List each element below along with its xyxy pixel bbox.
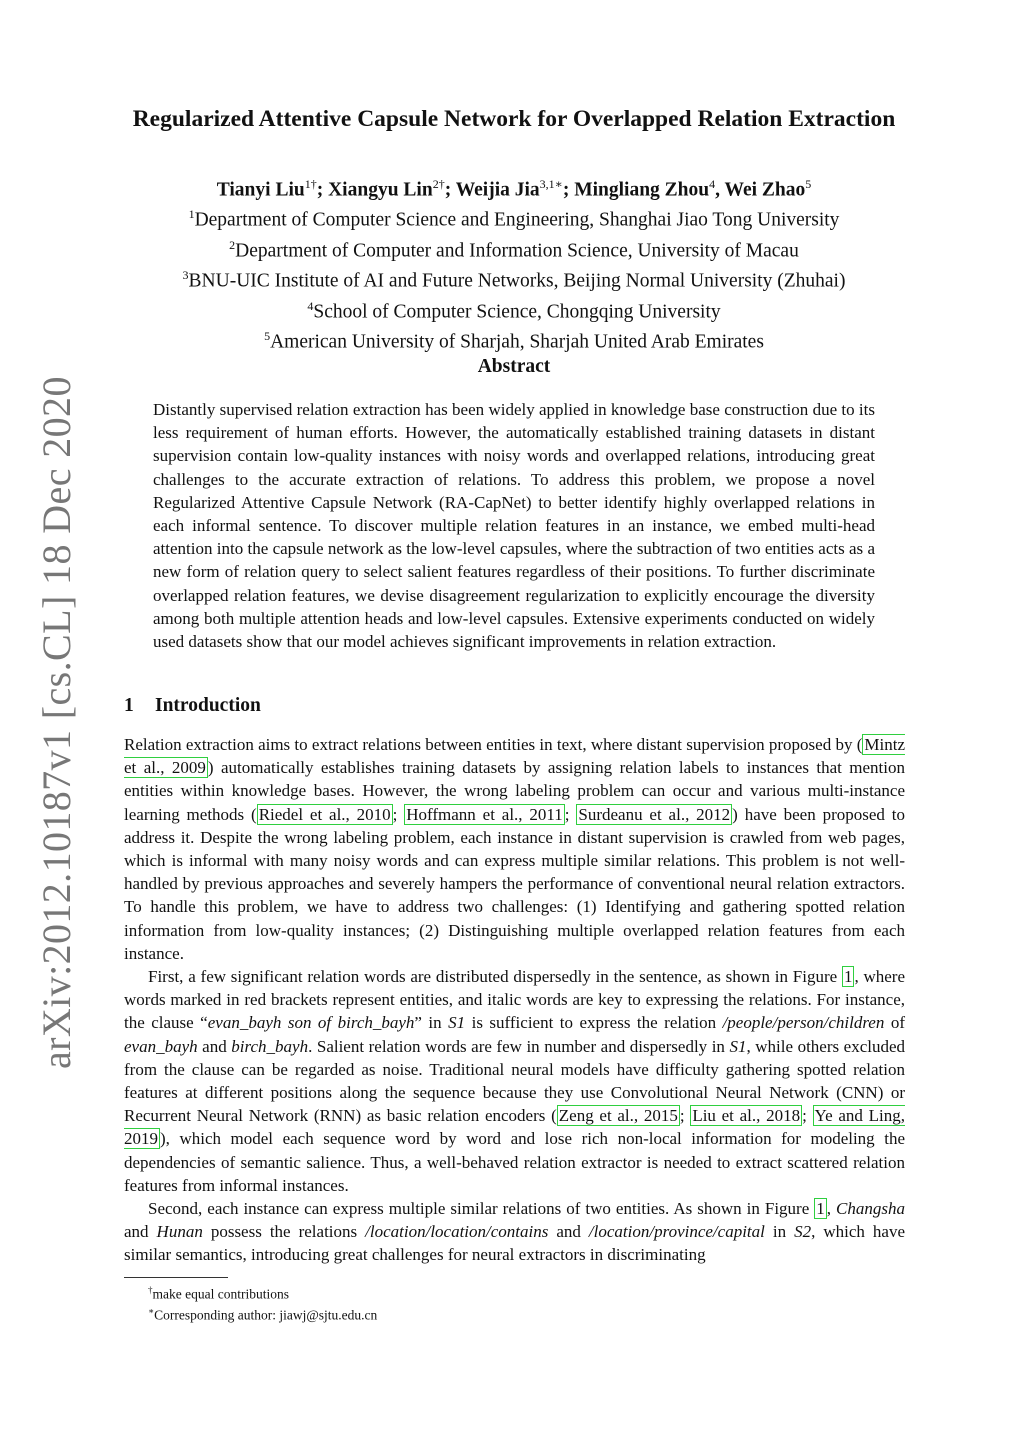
- text-run: and: [124, 1222, 157, 1242]
- affiliation-line: [124, 324, 904, 355]
- italic-term: birch_bayh: [231, 1036, 309, 1056]
- text-run: ), which model each sequence word by word and lose rich non-local information for modeling the dependencies of semantic salience. Thus, a well-behaved relation extractor is needed to extract scattered relation features from informal instances.: [124, 1129, 905, 1195]
- text-run: ;: [802, 1106, 813, 1126]
- footnote-mark: †: [148, 1285, 153, 1295]
- text-run: Second, each instance can express multiple similar relations of two entities. As shown in Figure: [148, 1199, 815, 1219]
- affiliation-line: [124, 202, 904, 233]
- author-list: [124, 177, 904, 202]
- text-run: ,: [826, 1199, 837, 1219]
- author-sup: 5: [805, 177, 812, 191]
- paper-title: Regularized Attentive Capsule Network for Overlapped Relation Extraction: [132, 106, 896, 132]
- affiliation-text: Department of Computer and Information Science, University of Macau: [235, 240, 799, 261]
- author-sup: 3,1∗: [539, 177, 563, 191]
- text-run: ) have been proposed to address it. Despite the wrong labeling problem, each instance in distant supervision is crawled from web pages, which is informal with many noisy words and can express multiple similar relations. This problem is not well-handled by previous approaches and severely hampers the performance of conventional neural relation extractors. To handle this problem, we have to address two challenges: (1) Identifying and gathering spotted relation information from low-quality instances; (2) Distinguishing multiple overlapped relation features from each instance.: [124, 804, 905, 963]
- text-run: Relation extraction aims to extract relations between entities in text, where distant supervision proposed by (: [124, 735, 863, 754]
- affiliation-line: [124, 233, 904, 264]
- affiliation-text: School of Computer Science, Chongqing University: [313, 301, 721, 322]
- section-title: Introduction: [155, 695, 261, 716]
- text-run: , where words marked in red brackets represent entities, and italic words are key to expressing the relations. For instance, the clause “: [124, 967, 906, 1033]
- text-run: possess the relations: [202, 1222, 366, 1242]
- italic-term: /location/location/contains: [365, 1222, 549, 1242]
- affiliation-text: American University of Sharjah, Sharjah United Arab Emirates: [270, 331, 764, 353]
- text-run: and: [548, 1222, 589, 1242]
- citation-link[interactable]: Mintz et al., 2009: [124, 735, 905, 778]
- text-run: in: [764, 1222, 795, 1242]
- figure-link[interactable]: 1: [816, 1199, 825, 1219]
- affiliation-text: BNU-UIC Institute of AI and Future Networks, Beijing Normal University (Zhuhai): [188, 270, 846, 292]
- text-run: is sufficient to express the relation: [465, 1013, 723, 1033]
- author-name: Weijia Jia: [455, 179, 540, 201]
- footnote-text: Corresponding author: jiawj@sjtu.edu.cn: [154, 1307, 378, 1322]
- text-run: and: [197, 1036, 232, 1056]
- author-sup: 1†: [304, 177, 317, 191]
- affiliation-number: 2: [229, 237, 236, 252]
- affiliation-line: [124, 263, 904, 294]
- italic-term: /location/province/capital: [588, 1222, 765, 1242]
- footnote-divider: [124, 1277, 228, 1278]
- citation-link[interactable]: Ye and Ling, 2019: [124, 1106, 905, 1149]
- citation-link[interactable]: Zeng et al., 2015: [558, 1106, 678, 1126]
- author-name: Xiangyu Lin: [328, 179, 433, 201]
- figure-link[interactable]: 1: [843, 967, 853, 987]
- italic-term: S1: [448, 1013, 466, 1033]
- affiliation-line: [124, 294, 904, 325]
- author-sep: ;: [316, 179, 329, 201]
- footnotes: [148, 1282, 377, 1323]
- text-run: ;: [564, 804, 577, 824]
- citation-link[interactable]: Hoffmann et al., 2011: [406, 804, 563, 824]
- author-name: Mingliang Zhou: [574, 179, 710, 201]
- author-sep: ;: [444, 179, 456, 201]
- text-run: ;: [392, 804, 405, 824]
- paragraph: [124, 733, 905, 965]
- text-run: of: [884, 1013, 905, 1033]
- text-run: . Salient relation words are few in number and dispersedly in: [308, 1036, 730, 1056]
- author-name: Tianyi Liu: [216, 179, 305, 201]
- italic-term: /people/person/children: [722, 1013, 885, 1033]
- italic-term: Changsha: [836, 1199, 905, 1219]
- section-number: 1: [124, 695, 134, 716]
- author-name: Wei Zhao: [724, 179, 806, 201]
- citation-link[interactable]: Riedel et al., 2010: [258, 804, 391, 824]
- author-sup: 2†: [432, 177, 445, 191]
- affiliation-number: 1: [188, 207, 195, 221]
- affiliation-number: 4: [307, 298, 314, 313]
- abstract-heading: Abstract: [477, 356, 551, 377]
- paragraph: [124, 1197, 905, 1267]
- text-run: , which have similar semantics, introducing great challenges for neural extractors in discriminating: [124, 1222, 905, 1265]
- author-sep: ;: [562, 179, 575, 201]
- footnote-mark: ∗: [148, 1305, 155, 1316]
- text-run: ;: [679, 1106, 691, 1126]
- arxiv-side-stamp: arXiv:2012.10187v1 [cs.CL] 18 Dec 2020: [33, 376, 79, 1069]
- text-run: , while others excluded from the clause can be regarded as noise. Traditional neural models have difficulty gathering spotted relation features at different positions along the sequence because they use Convolutional Neural Network (CNN) or Recurrent Neural Network (RNN) as basic relation encoders (: [124, 1036, 906, 1126]
- affiliation-number: 3: [182, 268, 189, 282]
- citation-link[interactable]: Surdeanu et al., 2012: [578, 804, 731, 824]
- text-run: ” in: [414, 1013, 449, 1033]
- italic-term: Hunan: [156, 1222, 203, 1242]
- italic-term: S2: [794, 1222, 812, 1242]
- introduction-body: [124, 733, 905, 1267]
- author-sup: 4: [709, 177, 716, 191]
- affiliation-text: Department of Computer Science and Engineering, Shanghai Jiao Tong University: [194, 209, 840, 231]
- footnote: [148, 1303, 377, 1324]
- affiliation-list: [124, 202, 904, 355]
- italic-term: S1: [729, 1036, 747, 1056]
- paragraph: [124, 965, 905, 1197]
- text-run: First, a few significant relation words are distributed dispersedly in the sentence, as shown in Figure: [148, 967, 842, 987]
- italic-term: evan_bayh: [124, 1036, 198, 1056]
- footnote: [148, 1282, 377, 1303]
- footnote-text: make equal contributions: [152, 1286, 289, 1302]
- author-sep: ,: [715, 179, 725, 201]
- abstract-body: Distantly supervised relation extraction has been widely applied in knowledge base construction due to its less requirement of human efforts. However, the automatically established training datasets in distant supervision contain low-quality instances with noisy words and overlapped relations, introducing great challenges to the accurate extraction of relations. To address this problem, we propose a novel Regularized Attentive Capsule Network (RA-CapNet) to better identify highly overlapped relations in each informal sentence. To discover multiple relation features in an instance, we embed multi-head attention into the capsule network as the low-level capsules, where the subtraction of two entities acts as a new form of relation query to select salient features regardless of their positions. To further discriminate overlapped relation features, we devise disagreement regularization to explicitly encourage the diversity among both multiple attention heads and low-level capsules. Extensive experiments conducted on widely used datasets show that our model achieves significant improvements in relation extraction.: [153, 400, 875, 652]
- section-heading: [124, 695, 261, 717]
- citation-link[interactable]: Liu et al., 2018: [692, 1106, 801, 1126]
- affiliation-number: 5: [264, 329, 271, 343]
- italic-term: evan_bayh son of birch_bayh: [207, 1013, 415, 1033]
- text-run: ) automatically establishes training datasets by assigning relation labels to instances that mention entities within knowledge bases. However, the wrong labeling problem can occur and various multi-instance learning methods (: [124, 758, 905, 824]
